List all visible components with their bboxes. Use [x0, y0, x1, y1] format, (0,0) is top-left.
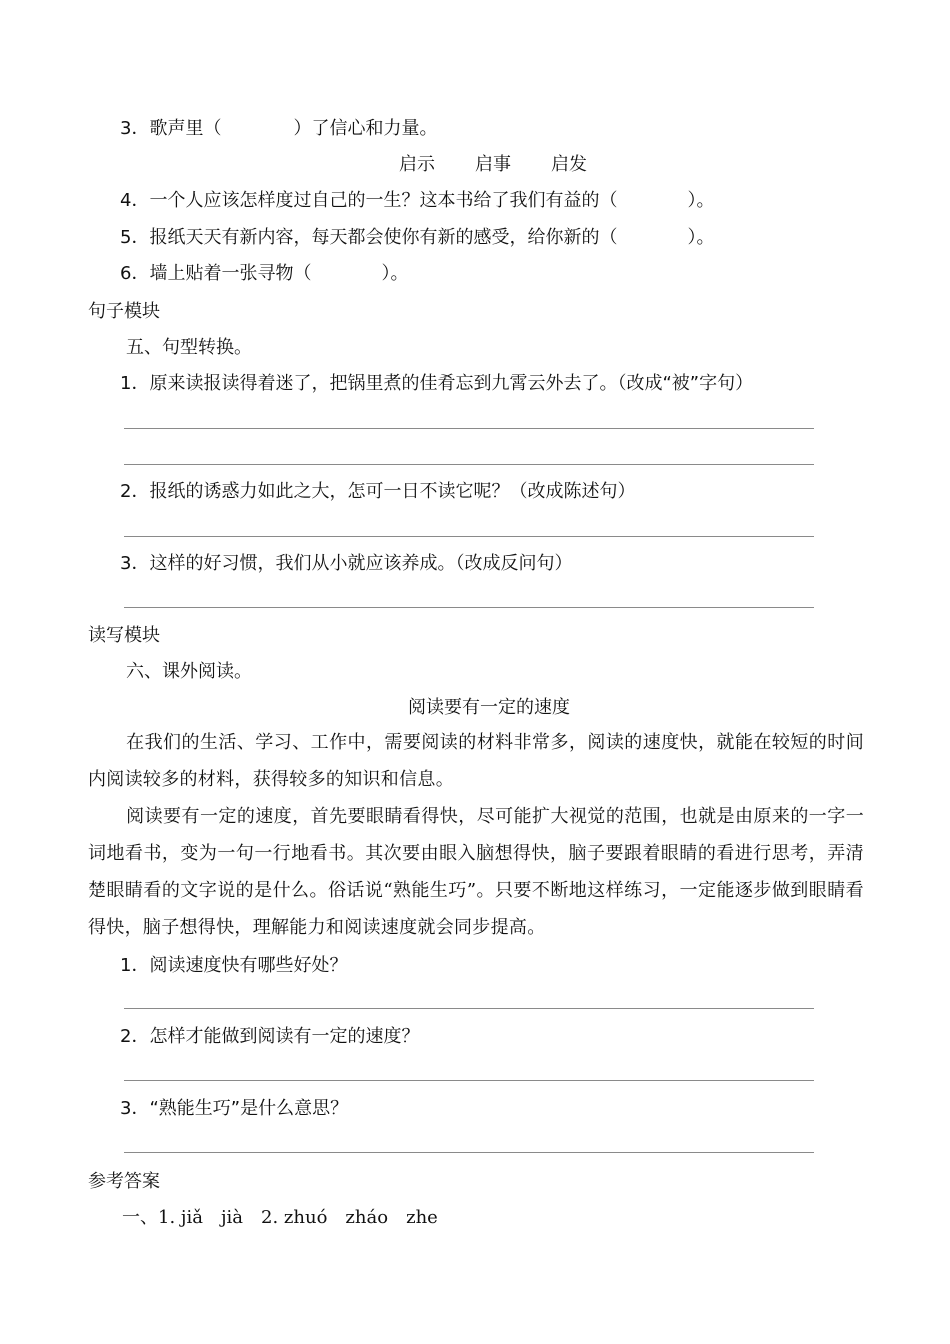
- fill-item-5: [120, 226, 714, 250]
- word-option: 启事: [475, 154, 511, 175]
- fill-item-3: [120, 117, 437, 141]
- section-title-6: 六、课外阅读。: [126, 661, 252, 682]
- word-options: [399, 153, 587, 177]
- fill-item-4: [120, 189, 714, 213]
- sentence-question-1: 1．原来读报读得着迷了，把锅里煮的佳肴忘到九霄云外去了。（改成“被”字句）: [120, 373, 754, 394]
- module-heading-reading: 读写模块: [88, 625, 160, 646]
- sentence-question-2: 2．报纸的诱惑力如此之大，怎可一日不读它呢？（改成陈述句）: [120, 481, 636, 502]
- article-paragraph-1: [88, 724, 864, 798]
- word-option: 启示: [399, 154, 435, 175]
- answer-line: [124, 1008, 814, 1009]
- fill-item-6: [120, 262, 408, 286]
- fill-item-3-prefix: 3．歌声里（: [120, 118, 222, 139]
- paragraph-text: 在我们的生活、学习、工作中，需要阅读的材料非常多，阅读的速度快，就能在较短的时间内阅读较多的材料，获得较多的知识和信息。: [88, 732, 864, 790]
- section-title-5: 五、句型转换。: [126, 337, 252, 358]
- answer-line: [124, 1152, 814, 1153]
- answer-line: [124, 1080, 814, 1081]
- fill-item-4-suffix: ）。: [687, 190, 715, 211]
- module-heading-sentence: 句子模块: [88, 301, 160, 322]
- sentence-question-3: 3．这样的好习惯，我们从小就应该养成。（改成反问句）: [120, 553, 573, 574]
- fill-item-5-prefix: 5．报纸天天有新内容，每天都会使你有新的感受，给你新的（: [120, 227, 618, 248]
- answers-line-1: 一、1. jiǎ jià 2. zhuó zháo zhe: [122, 1207, 438, 1228]
- answer-line: [124, 428, 814, 429]
- reading-question-3: 3．“熟能生巧”是什么意思？: [120, 1098, 349, 1119]
- reading-question-1: 1．阅读速度快有哪些好处？: [120, 955, 348, 976]
- answer-line: [124, 464, 814, 465]
- answer-line: [124, 607, 814, 608]
- answer-line: [124, 536, 814, 537]
- word-option: 启发: [551, 154, 587, 175]
- fill-item-6-suffix: ）。: [381, 263, 409, 284]
- answers-heading: 参考答案: [88, 1171, 160, 1192]
- fill-item-4-prefix: 4．一个人应该怎样度过自己的一生？这本书给了我们有益的（: [120, 190, 618, 211]
- fill-item-5-suffix: ）。: [687, 227, 715, 248]
- reading-question-2: 2．怎样才能做到阅读有一定的速度？: [120, 1026, 420, 1047]
- article-title: 阅读要有一定的速度: [408, 697, 570, 718]
- fill-item-3-suffix: ）了信心和力量。: [293, 118, 438, 139]
- fill-item-6-prefix: 6．墙上贴着一张寻物（: [120, 263, 312, 284]
- article-paragraph-2: [88, 798, 864, 946]
- paragraph-text: 阅读要有一定的速度，首先要眼睛看得快，尽可能扩大视觉的范围，也就是由原来的一字一词地看书，变为一句一行地看书。其次要由眼入脑想得快，脑子要跟着眼睛的看进行思考，弄清楚眼睛看的文字说的是什么。俗话说“熟能生巧”。只要不断地这样练习，一定能逐步做到眼睛看得快，脑子想得快，理解能力和阅读速度就会同步提高。: [88, 806, 864, 938]
